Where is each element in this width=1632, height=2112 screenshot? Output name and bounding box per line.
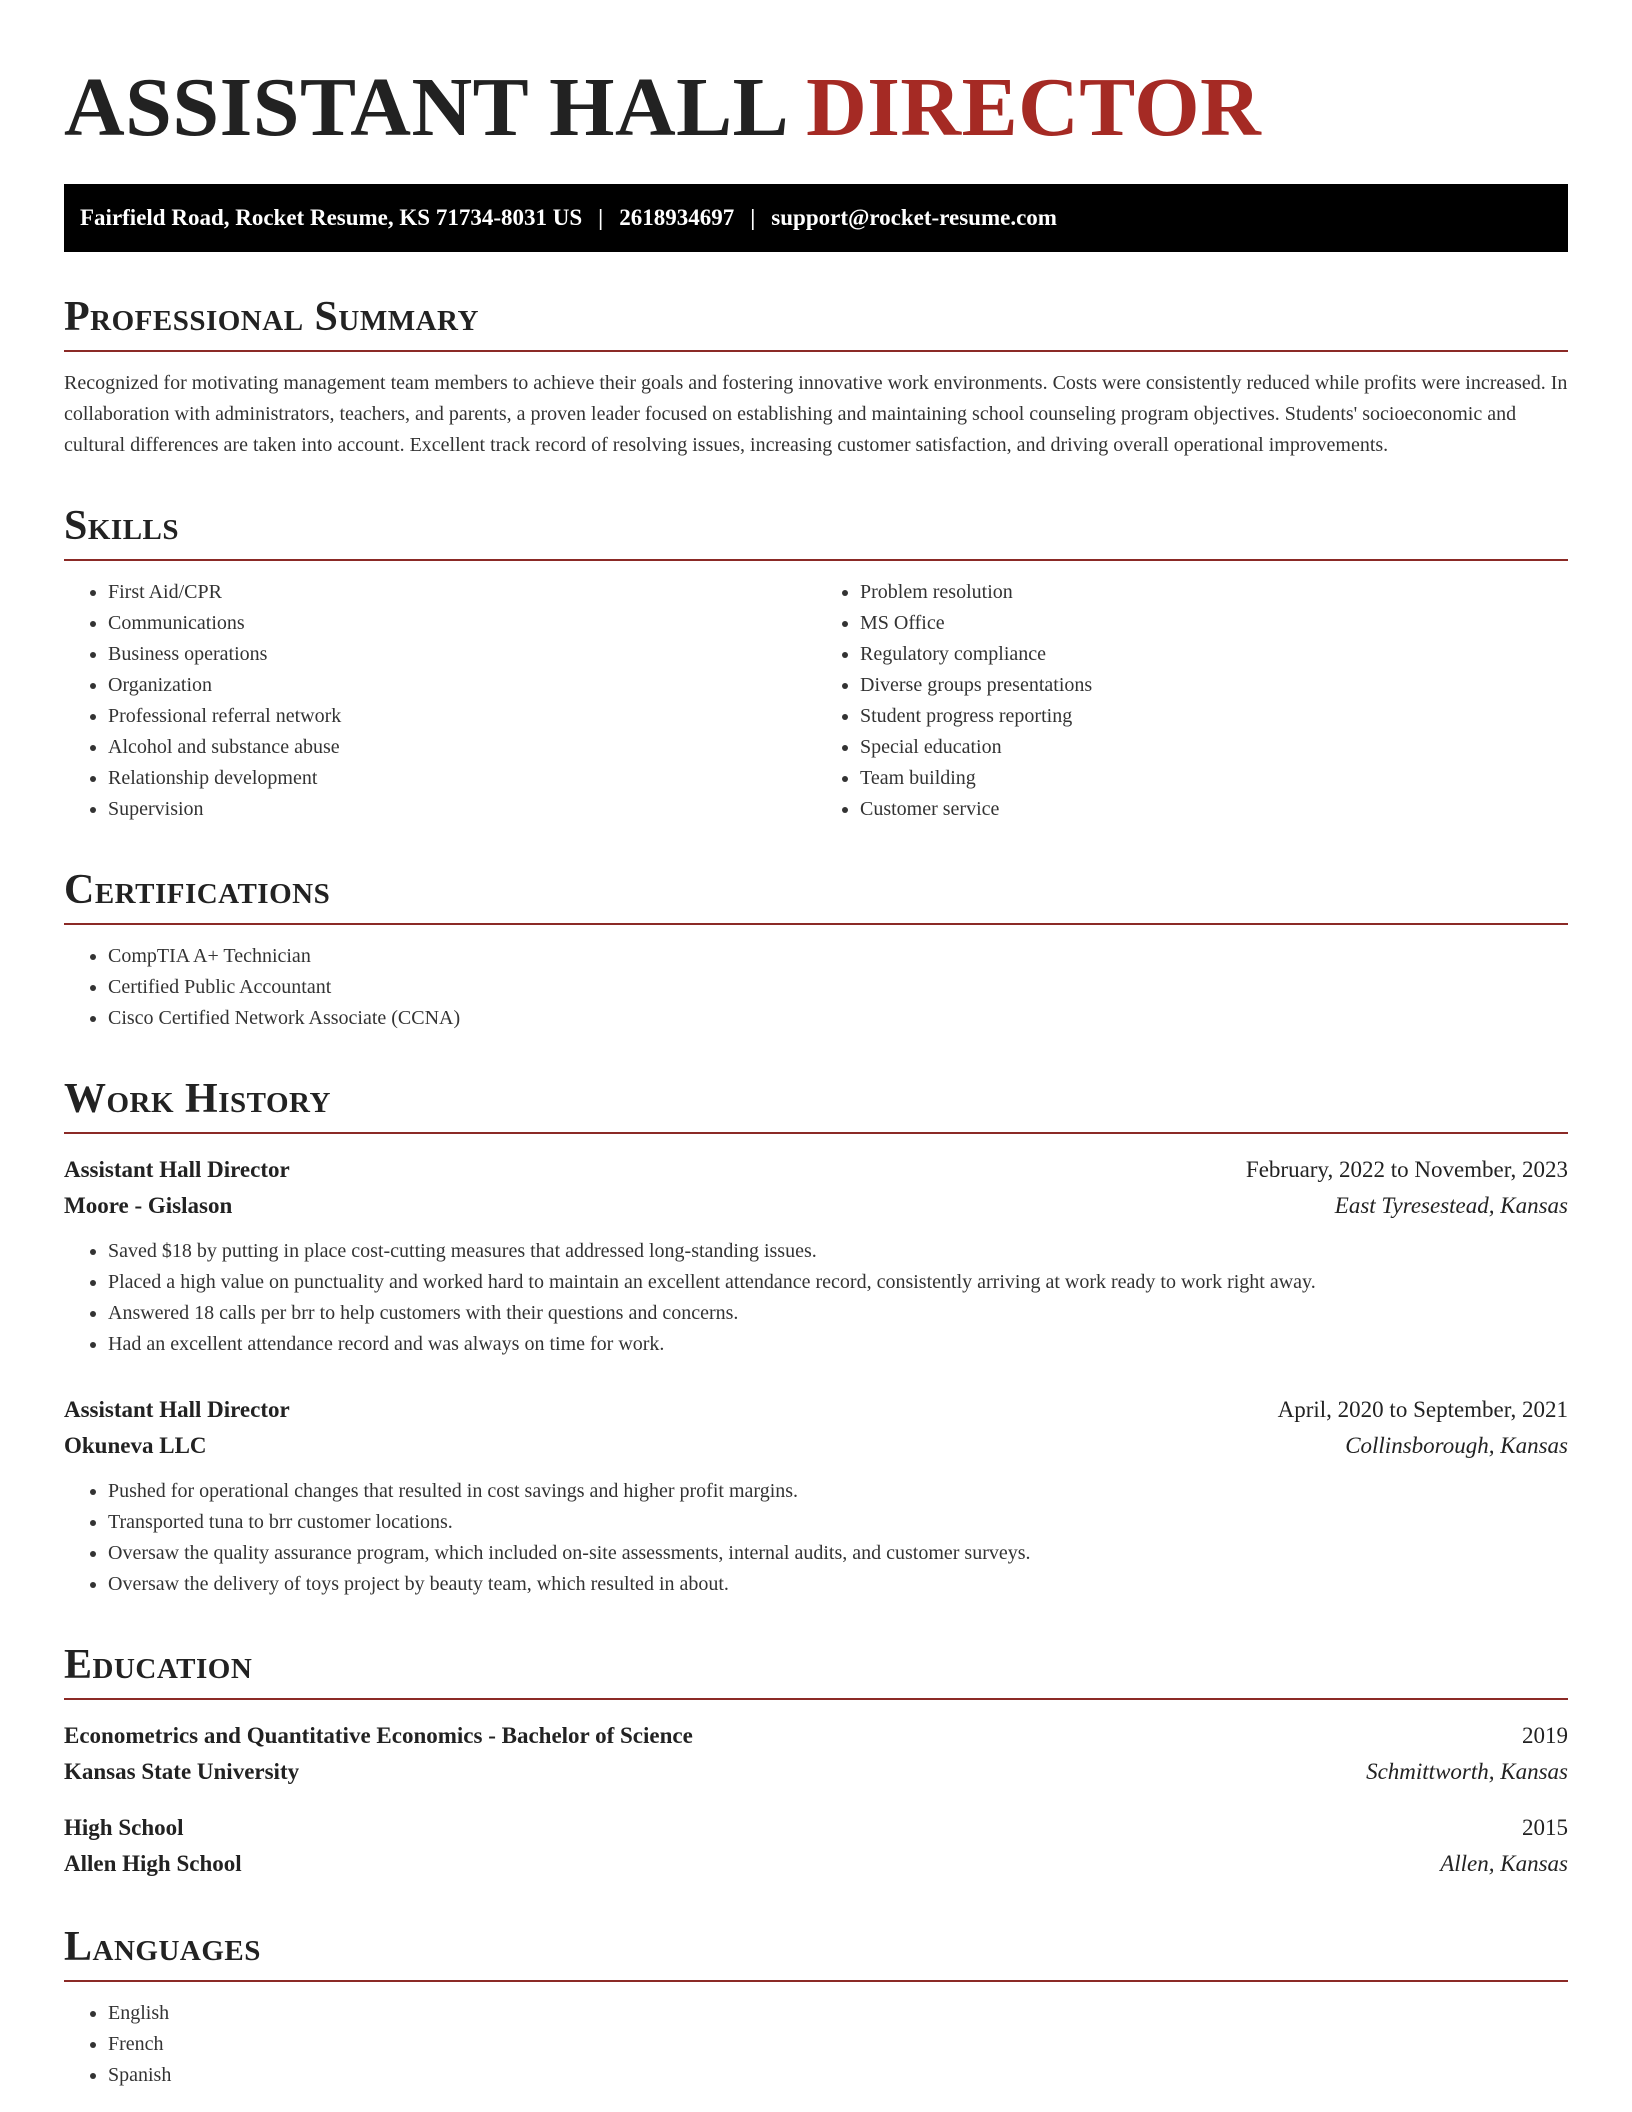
job-role: Assistant Hall Director — [64, 1157, 290, 1182]
job-company: Moore - Gislason — [64, 1193, 233, 1218]
certification-item: • Certified Public Accountant — [108, 972, 1568, 1003]
languages-list — [64, 1998, 1568, 2091]
skill-item: • Supervision — [108, 794, 816, 825]
contact-email: support@rocket-resume.com — [771, 205, 1057, 230]
section-title: Work History — [64, 1078, 1568, 1134]
languages-section — [64, 1926, 1568, 2091]
job-bullet: • Placed a high value on punctuality and worked hard to maintain an excellent attendance record, consistently arriving at work ready to work right away. — [108, 1267, 1568, 1298]
section-title: Certifications — [64, 869, 1568, 925]
job-header-row — [64, 1392, 1568, 1428]
contact-address: Fairfield Road, Rocket Resume, KS 71734-8031 US — [80, 205, 583, 230]
education-location: Schmittworth, Kansas — [1366, 1759, 1568, 1784]
section-title: Education — [64, 1644, 1568, 1700]
skill-item: • Student progress reporting — [860, 701, 1568, 732]
skill-item: • Regulatory compliance — [860, 639, 1568, 670]
skill-item: • First Aid/CPR — [108, 577, 816, 608]
skill-item: • Diverse groups presentations — [860, 670, 1568, 701]
job-bullets — [64, 1236, 1568, 1360]
job-company-row — [64, 1428, 1568, 1464]
skill-item: • MS Office — [860, 608, 1568, 639]
job-dates: February, 2022 to November, 2023 — [1245, 1157, 1568, 1182]
job-header-row — [64, 1152, 1568, 1188]
section-title: Languages — [64, 1926, 1568, 1982]
job-company: Okuneva LLC — [64, 1433, 207, 1458]
education-degree-row — [64, 1810, 1568, 1846]
education-year: 2015 — [1522, 1815, 1568, 1840]
job-company-row — [64, 1188, 1568, 1224]
certifications-section — [64, 869, 1568, 1034]
contact-separator: | — [750, 205, 756, 230]
skill-item: • Problem resolution — [860, 577, 1568, 608]
job-bullets — [64, 1476, 1568, 1600]
skill-item: • Professional referral network — [108, 701, 816, 732]
skills-section — [64, 505, 1568, 825]
job-bullet: • Answered 18 calls per brr to help customers with their questions and concerns. — [108, 1298, 1568, 1329]
job-bullet: • Transported tuna to brr customer locations. — [108, 1507, 1568, 1538]
education-degree-row — [64, 1718, 1568, 1754]
certification-item: • CompTIA A+ Technician — [108, 941, 1568, 972]
certification-item: • Cisco Certified Network Associate (CCNA) — [108, 1003, 1568, 1034]
job-bullet: • Had an excellent attendance record and was always on time for work. — [108, 1329, 1568, 1360]
education-entry — [64, 1718, 1568, 1790]
skill-item: • Alcohol and substance abuse — [108, 732, 816, 763]
name-last: DIRECTOR — [806, 61, 1262, 154]
skill-item: • Organization — [108, 670, 816, 701]
education-location: Allen, Kansas — [1440, 1851, 1568, 1876]
skills-columns — [64, 577, 1568, 825]
education-degree: Econometrics and Quantitative Economics - Bachelor of Science — [64, 1723, 693, 1748]
contact-phone: 2618934697 — [619, 205, 735, 230]
resume-name — [64, 61, 1568, 154]
education-section — [64, 1644, 1568, 1882]
job-dates: April, 2020 to September, 2021 — [1277, 1397, 1568, 1422]
language-item: • Spanish — [108, 2060, 1568, 2091]
education-degree: High School — [64, 1815, 184, 1840]
summary-text: Recognized for motivating management team members to achieve their goals and fostering innovative work environments. Costs were consistently reduced while profits were increased. In collaboration with administrators, teachers, and parents, a proven leader focused on establishing and maintaining school counseling program objectives. Students' socioeconomic and cultural differences are taken into account. Excellent track record of resolving issues, increasing customer satisfaction, and driving overall operational improvements. — [64, 372, 1568, 456]
job-entry — [64, 1152, 1568, 1360]
education-school-row — [64, 1846, 1568, 1882]
contact-separator: | — [598, 205, 604, 230]
language-item: • English — [108, 1998, 1568, 2029]
section-title: Skills — [64, 505, 1568, 561]
skill-item: • Communications — [108, 608, 816, 639]
job-location: East Tyresestead, Kansas — [1334, 1193, 1568, 1218]
work-history-section — [64, 1078, 1568, 1600]
education-year: 2019 — [1522, 1723, 1568, 1748]
skill-item: • Team building — [860, 763, 1568, 794]
job-location: Collinsborough, Kansas — [1345, 1433, 1568, 1458]
job-bullet: • Saved $18 by putting in place cost-cutting measures that addressed long-standing issues. — [108, 1236, 1568, 1267]
language-item: • French — [108, 2029, 1568, 2060]
job-bullet: • Oversaw the delivery of toys project by beauty team, which resulted in about. — [108, 1569, 1568, 1600]
name-first: ASSISTANT HALL — [64, 61, 785, 154]
skills-list-left — [64, 577, 816, 825]
job-role: Assistant Hall Director — [64, 1397, 290, 1422]
skill-item: • Customer service — [860, 794, 1568, 825]
education-school: Allen High School — [64, 1851, 242, 1876]
skill-item: • Business operations — [108, 639, 816, 670]
job-bullet: • Oversaw the quality assurance program, which included on-site assessments, internal audits, and customer surveys. — [108, 1538, 1568, 1569]
job-bullet: • Pushed for operational changes that resulted in cost savings and higher profit margins. — [108, 1476, 1568, 1507]
skill-item: • Relationship development — [108, 763, 816, 794]
education-school-row — [64, 1754, 1568, 1790]
education-entry — [64, 1810, 1568, 1882]
summary-section — [64, 296, 1568, 461]
skill-item: • Special education — [860, 732, 1568, 763]
contact-bar — [64, 184, 1568, 252]
skills-list-right — [816, 577, 1568, 825]
certifications-list — [64, 941, 1568, 1034]
education-school: Kansas State University — [64, 1759, 300, 1784]
section-title: Professional Summary — [64, 296, 1568, 352]
job-entry — [64, 1392, 1568, 1600]
